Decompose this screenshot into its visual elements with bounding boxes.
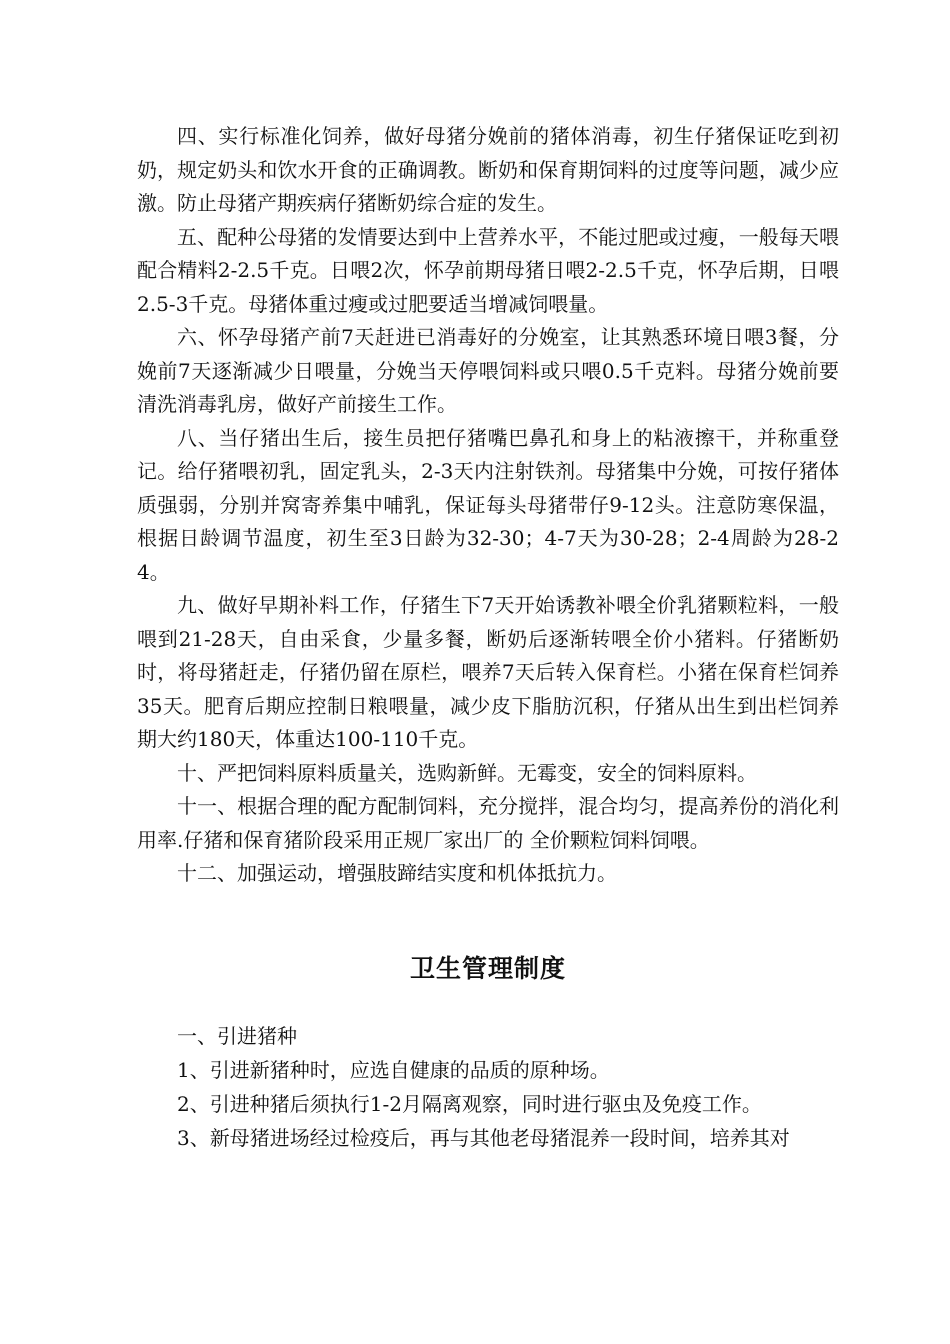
paragraph-12: 十二、加强运动，增强肢蹄结实度和机体抵抗力。 [177,861,617,885]
section-title: 卫生管理制度 [409,953,566,983]
document-body [137,120,839,1155]
list-item-2: 2、引进种猪后须执行1-2月隔离观察，同时进行驱虫及免疫工作。 [177,1091,762,1116]
list-item-3: 3、新母猪进场经过检疫后，再与其他老母猪混养一段时间，培养其对 [177,1125,790,1150]
subsection-heading: 一、引进猪种 [177,1023,297,1048]
paragraph-8: 八、当仔猪出生后，接生员把仔猪嘴巴鼻孔和身上的粘液擦干，并称重登记。给仔猪喂初乳，固定乳头，2-3天内注射铁剂。母猪集中分娩，可按仔猪体质强弱，分别并窝寄养集中哺乳，保证每头母猪带仔9-12头。注意防寒保温，根据日龄调节温度，初生至3日龄为32-30；4-7天为30-28；2-4周龄为28-24。 [137,425,839,584]
paragraph-5: 五、配种公母猪的发情要达到中上营养水平，不能过肥或过瘦，一般每天喂配合精料2-2.5千克。日喂2次，怀孕前期母猪日喂2-2.5千克，怀孕后期，日喂2.5-3千克。母猪体重过瘦或过肥要适当增减饲喂量。 [137,224,839,316]
list-item-1: 1、引进新猪种时，应选自健康的品质的原种场。 [177,1057,610,1082]
paragraph-6: 六、怀孕母猪产前7天赶进已消毒好的分娩室，让其熟悉环境日喂3餐，分娩前7天逐渐减少日喂量，分娩当天停喂饲料或只喂0.5千克料。母猪分娩前要清洗消毒乳房，做好产前接生工作。 [137,325,839,416]
paragraph-9: 九、做好早期补料工作，仔猪生下7天开始诱教补喂全价乳猪颗粒料，一般喂到21-28天，自由采食，少量多餐，断奶后逐渐转喂全价小猪料。仔猪断奶时，将母猪赶走，仔猪仍留在原栏，喂养7天后转入保育栏。小猪在保育栏饲养35天。肥育后期应控制日粮喂量，减少皮下脂肪沉积，仔猪从出生到出栏饲养期大约180天，体重达100-110千克。 [137,593,839,751]
paragraph-11: 十一、根据合理的配方配制饲料，充分搅拌，混合均匀，提高养份的消化利用率.仔猪和保育猪阶段采用正规厂家出厂的 全价颗粒饲料饲喂。 [137,794,839,852]
paragraph-10: 十、严把饲料原料质量关，选购新鲜。无霉变，安全的饲料原料。 [177,760,757,785]
paragraph-4: 四、实行标准化饲养，做好母猪分娩前的猪体消毒，初生仔猪保证吃到初奶，规定奶头和饮水开食的正确调教。断奶和保育期饲料的过度等问题，减少应激。防止母猪产期疾病仔猪断奶综合症的发生。 [137,124,839,215]
